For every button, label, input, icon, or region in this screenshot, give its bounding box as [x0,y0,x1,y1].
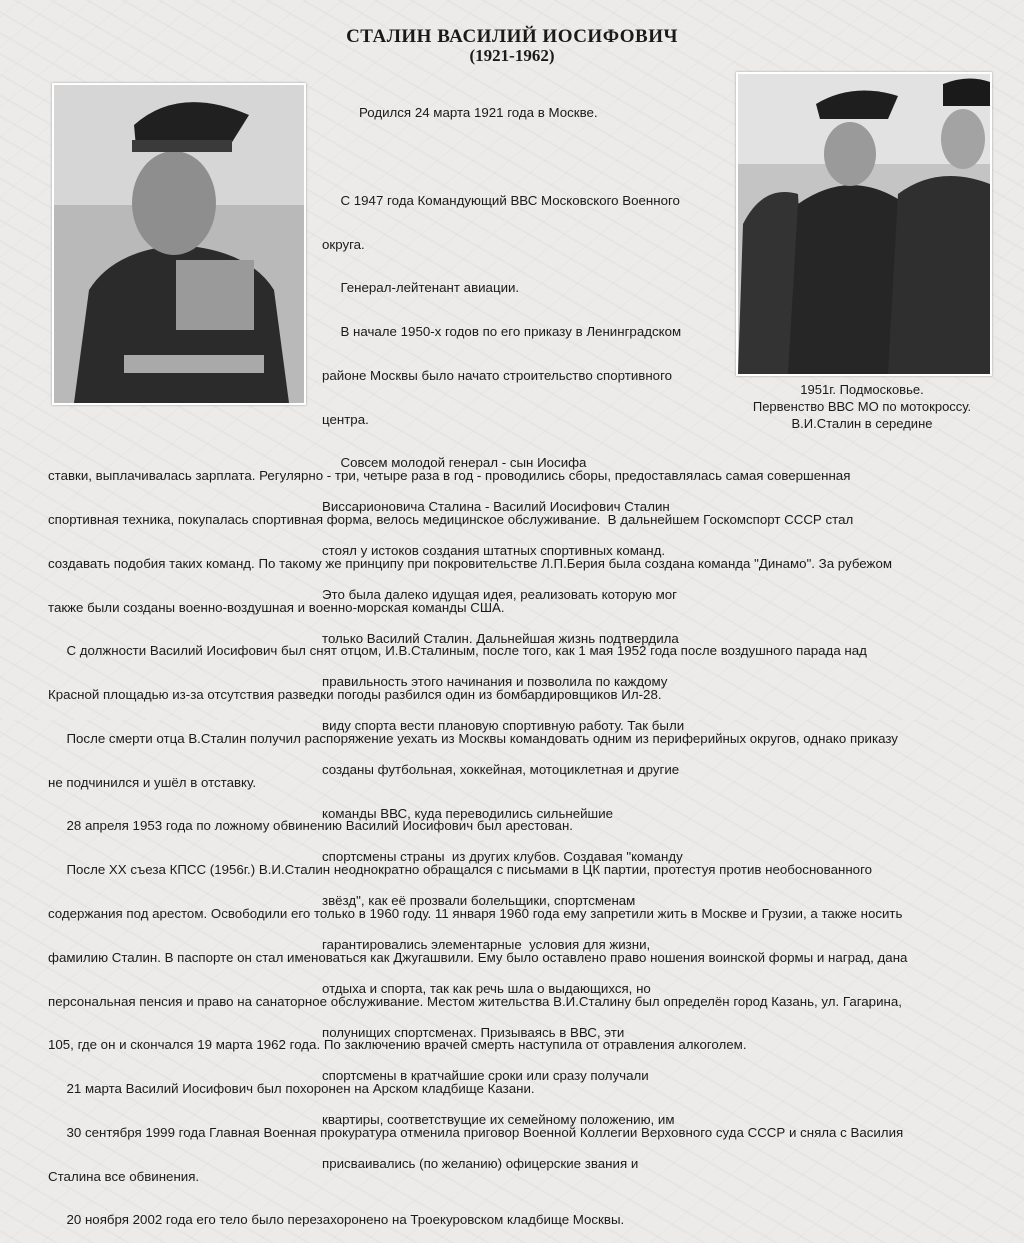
photo-caption [728,381,996,432]
text-line: 28 апреля 1953 года по ложному обвинению Василий Иосифович был арестован. [48,818,573,834]
text-line: звёзд", как её прозвали болельщики, спортсменам [322,893,636,909]
text-line: центра. [322,411,369,427]
text-line: спортсмены страны из других клубов. Создавая "команду [322,849,683,865]
text-line: присваивались (по желанию) офицерские звания и [322,1155,639,1171]
text-line: команды ВВС, куда переводились сильнейшие [322,805,614,821]
text-line: стоял у истоков создания штатных спортивных команд. [322,543,666,558]
text-line: районе Москвы было начато строительство спортивного [322,367,673,383]
text-line: содержания под арестом. Освободили его только в 1960 году. 11 января 1960 года ему запретили жить в Москве и Грузии, а также носить [48,906,903,921]
text-line: 20 ноября 2002 года его тело было перезахоронено на Троекуровском кладбище Москвы. [48,1212,625,1228]
text-line: С 1947 года Командующий ВВС Московского Военного [322,192,680,208]
life-years: (1921-1962) [469,46,555,65]
text-line: полунищих спортсменах. Призываясь в ВВС, эти [322,1024,625,1040]
portrait-photo [52,83,306,405]
text-line: квартиры, соответствущие их семейному положению, им [322,1112,675,1128]
text-line [322,150,730,165]
text-line: спортсмены в кратчайшие сроки или сразу получали [322,1068,649,1084]
biography-full-text [48,440,998,1243]
text-line: В начале 1950-х годов по его приказу в Ленинградском [322,324,682,340]
text-line: не подчинился и ушёл в отставку. [48,774,257,790]
text-line: Родился 24 марта 1921 года в Москве. [322,105,598,121]
text-line: также были созданы военно-воздушная и военно-морская команды США. [48,599,505,615]
caption-line: В.И.Сталин в середине [791,416,933,431]
text-line: создавать подобия таких команд. По такому же принципу при покровительстве Л.П.Берия была создана команда "Динамо". За рубежом [48,555,892,571]
text-line: После XX съеза КПСС (1956г.) В.И.Сталин неоднократно обращался с письмами в ЦК партии, протестуя против необоснованного [48,862,873,878]
text-line: Виссарионовича Сталина - Василий Иосифович Сталин [322,499,670,515]
text-line: отдыха и спорта, так как речь шла о выдающихся, но [322,980,651,996]
text-line: ставки, выплачивалась зарплата. Регулярно - три, четыре раза в год - проводились сборы, предоставлялась самая совершенная [48,468,851,484]
text-line: С должности Василий Иосифович был снят отцом, И.В.Сталиным, после того, как 1 мая 1952 года после воздушного парада над [48,643,867,659]
text-line: созданы футбольная, хоккейная, мотоциклетная и другие [322,761,680,777]
group-photo [736,72,992,376]
text-line: Это была далеко идущая идея, реализовать которую мог [322,586,678,602]
text-line: правильность этого начинания и позволила по каждому [322,674,668,690]
text-line: Сталина все обвинения. [48,1168,200,1184]
text-line: 30 сентября 1999 года Главная Военная прокуратура отменила приговор Военной Коллегии Верховного суда СССР и сняла с Василия [48,1124,904,1140]
page-title: СТАЛИН ВАСИЛИЙ ИОСИФОВИЧ [346,26,678,47]
text-line: Генерал-лейтенант авиации. [322,280,520,296]
text-line: 21 марта Василий Иосифович был похоронен на Арском кладбище Казани. [48,1081,535,1097]
text-line: фамилию Сталин. В паспорте он стал именоваться как Джугашвили. Ему было оставлено право ношения воинской формы и наград, дана [48,949,908,965]
text-line: только Василий Сталин. Дальнейшая жизнь подтвердила [322,630,679,646]
text-line: Красной площадью из-за отсутствия разведки погоды разбился один из бомбардировщиков Ил-28. [48,687,662,703]
text-line: виду спорта вести плановую спортивную работу. Так были [322,718,685,734]
text-line: спортивная техника, покупалась спортивная форма, велось медицинское обслуживание. В дальнейшем Госкомспорт СССР стал [48,511,854,527]
text-line: После смерти отца В.Сталин получил распоряжение уехать из Москвы командовать одним из периферийных округов, однако приказу [48,730,898,746]
caption-line: Первенство ВВС МО по мотокроссу. [752,399,972,414]
caption-line: 1951г. Подмосковье. [800,382,924,397]
text-line: Совсем молодой генерал - сын Иосифа [322,455,587,471]
text-line: персональная пенсия и право на санаторное обслуживание. Местом жительства В.И.Сталину был определён город Казань, ул. Гагарина, [48,993,902,1009]
text-line: гарантировались элементарные условия для жизни, [322,937,651,953]
text-line: округа. [322,236,365,252]
text-line: 105, где он и скончался 19 марта 1962 года. По заключению врачей смерть наступила от отравления алкоголем. [48,1037,747,1053]
